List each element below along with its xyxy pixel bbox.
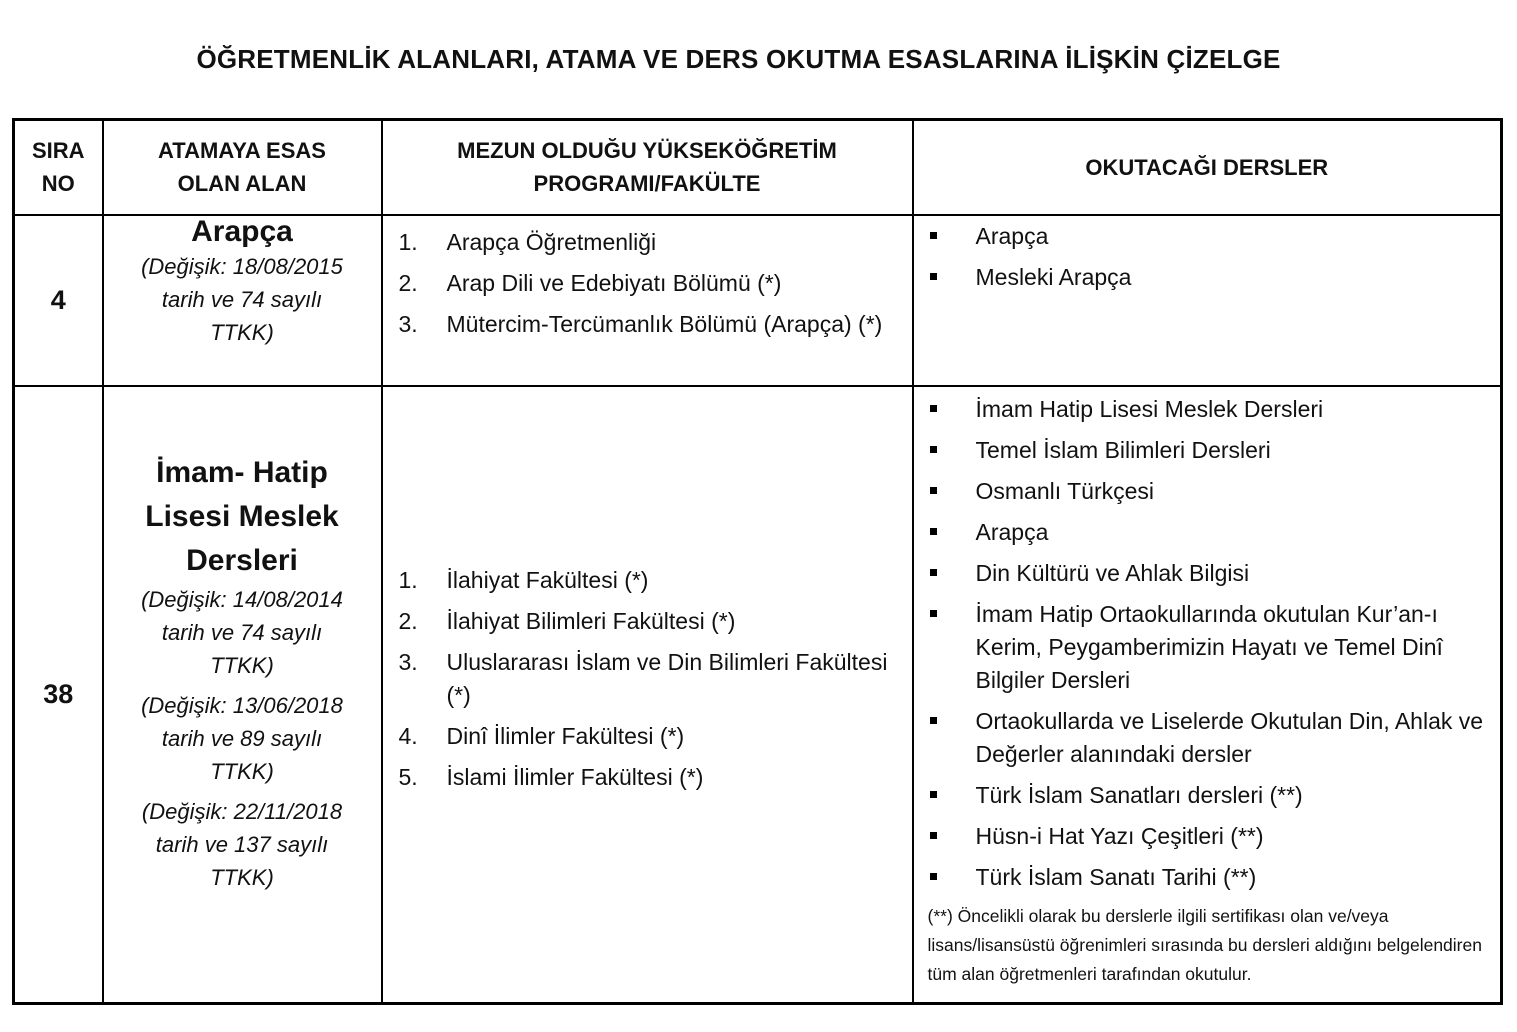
list-item: Türk İslam Sanatı Tarihi (**) — [914, 861, 1501, 894]
square-bullet-icon — [914, 516, 976, 549]
table-row — [14, 215, 1502, 386]
assignment-table — [12, 118, 1503, 1005]
list-item: 3. Mütercim-Tercümanlık Bölümü (Arapça) (*) — [398, 310, 883, 337]
sira-no-cell: 38 — [14, 386, 103, 1004]
square-bullet-icon — [914, 220, 976, 253]
square-bullet-icon — [914, 475, 976, 508]
list-item: 2. Arap Dili ve Edebiyatı Bölümü (*) — [398, 269, 782, 296]
square-bullet-icon — [914, 861, 976, 894]
program-cell — [382, 386, 913, 1004]
list-item: 1. Arapça Öğretmenliği — [398, 228, 657, 255]
square-bullet-icon — [914, 434, 976, 467]
list-item: Arapça — [914, 516, 1501, 549]
amendment-note: (Değişik: 22/11/2018 tarih ve 137 sayılı TTKK) — [141, 798, 343, 890]
square-bullet-icon — [914, 557, 976, 590]
alan-name: Arapça — [191, 214, 293, 248]
program-list — [383, 564, 912, 794]
alan-cell — [103, 215, 382, 386]
dersler-list — [914, 220, 1501, 294]
list-item: Arapça — [914, 220, 1501, 253]
amendment-note: (Değişik: 18/08/2015 tarih ve 74 sayılı TTKK) — [141, 253, 343, 345]
alan-cell — [103, 386, 382, 1004]
header-atamaya-esas-alan: ATAMAYA ESAS OLAN ALAN — [103, 120, 382, 215]
list-item: İmam Hatip Lisesi Meslek Dersleri — [914, 393, 1501, 426]
list-item: Türk İslam Sanatları dersleri (**) — [914, 779, 1501, 812]
square-bullet-icon — [914, 779, 976, 812]
square-bullet-icon — [914, 820, 976, 853]
table-header-row — [14, 120, 1502, 215]
list-item: 5. İslami İlimler Fakültesi (*) — [398, 763, 704, 790]
program-list — [383, 226, 912, 341]
list-item: 2. İlahiyat Bilimleri Fakültesi (*) — [398, 607, 736, 634]
square-bullet-icon — [914, 393, 976, 426]
list-item: İmam Hatip Ortaokullarında okutulan Kur’an-ı Kerim, Peygamberimizin Hayatı ve Temel Dinî Bilgiler Dersleri — [914, 598, 1501, 697]
list-item: 4. Dinî İlimler Fakültesi (*) — [398, 722, 685, 749]
list-item: Ortaokullarda ve Liselerde Okutulan Din, Ahlak ve Değerler alanındaki dersler — [914, 705, 1501, 771]
list-item: Hüsn-i Hat Yazı Çeşitleri (**) — [914, 820, 1501, 853]
alan-name: İmam- Hatip Lisesi Meslek Dersleri — [145, 455, 339, 577]
list-item: 3. Uluslararası İslam ve Din Bilimleri Fakültesi (*) — [398, 648, 888, 708]
square-bullet-icon — [914, 705, 976, 771]
table-row — [14, 386, 1502, 1004]
list-item: 1. İlahiyat Fakültesi (*) — [398, 566, 649, 593]
amendment-note: (Değişik: 13/06/2018 tarih ve 89 sayılı TTKK) — [141, 692, 343, 784]
list-item: Temel İslam Bilimleri Dersleri — [914, 434, 1501, 467]
square-bullet-icon — [914, 261, 976, 294]
sira-no-cell: 4 — [14, 215, 103, 386]
dersler-cell — [913, 386, 1502, 1004]
header-okutacagi-dersler: OKUTACAĞI DERSLER — [913, 120, 1502, 215]
dersler-list — [914, 393, 1501, 894]
amendment-note: (Değişik: 14/08/2014 tarih ve 74 sayılı TTKK) — [141, 586, 343, 678]
dersler-cell — [913, 215, 1502, 386]
footnote: (**) Öncelikli olarak bu derslerle ilgili sertifikası olan ve/veya lisans/lisansüstü öğrenimleri sırasında bu dersleri aldığını belgelendiren tüm alan öğretmenleri tarafından okutulur. — [927, 905, 1482, 984]
program-cell — [382, 215, 913, 386]
header-sira-no: SIRA NO — [14, 120, 103, 215]
list-item: Mesleki Arapça — [914, 261, 1501, 294]
square-bullet-icon — [914, 598, 976, 697]
header-mezun-program: MEZUN OLDUĞU YÜKSEKÖĞRETİM PROGRAMI/FAKÜLTE — [382, 120, 913, 215]
list-item: Osmanlı Türkçesi — [914, 475, 1501, 508]
document-title: ÖĞRETMENLİK ALANLARI, ATAMA VE DERS OKUTMA ESASLARINA İLİŞKİN ÇİZELGE — [196, 44, 1281, 74]
list-item: Din Kültürü ve Ahlak Bilgisi — [914, 557, 1501, 590]
